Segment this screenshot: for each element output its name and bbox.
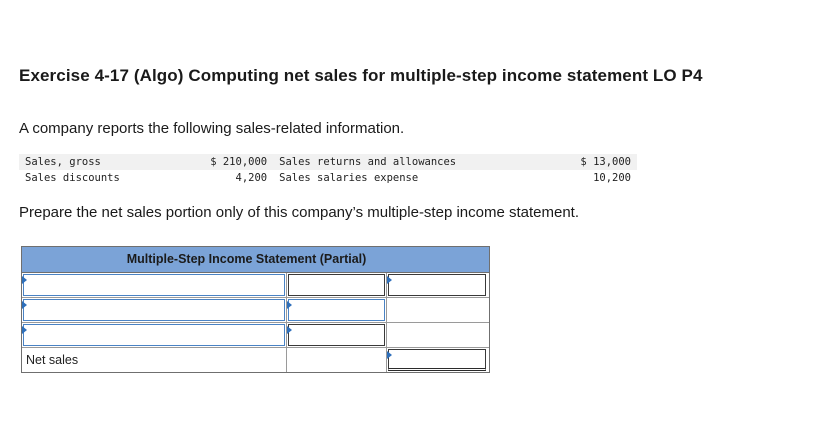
label-cell: [22, 348, 287, 372]
amount-input[interactable]: [288, 274, 385, 296]
label-dropdown[interactable]: [23, 274, 285, 296]
total-cell: [387, 323, 487, 347]
sales-info-table: [19, 154, 637, 186]
info-value: $ 210,000: [173, 154, 273, 170]
statement-header: Multiple-Step Income Statement (Partial): [22, 247, 489, 273]
dropdown-marker-icon: [287, 301, 292, 309]
label-cell: [22, 273, 287, 297]
label-cell: [22, 298, 287, 322]
dropdown-marker-icon: [22, 326, 27, 334]
amount-cell: [287, 273, 387, 297]
dropdown-marker-icon: [22, 276, 27, 284]
info-label: Sales discounts: [25, 172, 120, 184]
amount-cell: [287, 298, 387, 322]
label-cell: [22, 323, 287, 347]
total-cell: [387, 298, 487, 322]
income-statement-table: [21, 246, 490, 373]
label-dropdown[interactable]: [23, 324, 285, 346]
info-label: Sales salaries expense: [279, 172, 419, 184]
net-sales-label: Net sales: [26, 353, 79, 367]
total-cell: [387, 273, 487, 297]
total-input[interactable]: [388, 274, 486, 296]
amount-cell: [287, 323, 387, 347]
info-value: 10,200: [593, 172, 631, 184]
dropdown-marker-icon: [22, 301, 27, 309]
dropdown-marker-icon: [287, 326, 292, 334]
statement-row: [22, 323, 489, 348]
prompt-text: Prepare the net sales portion only of this company’s multiple-step income statement.: [19, 204, 580, 221]
info-value: $ 13,000: [546, 154, 637, 170]
dropdown-marker-icon: [387, 351, 392, 359]
amount-input[interactable]: [288, 324, 385, 346]
label-dropdown[interactable]: [23, 299, 285, 321]
info-value: 4,200: [235, 172, 268, 184]
statement-row: [22, 298, 489, 323]
info-row: [19, 154, 637, 170]
net-sales-input[interactable]: [388, 349, 486, 371]
info-label: Sales, gross: [19, 154, 173, 170]
dropdown-marker-icon: [387, 276, 392, 284]
info-row: [19, 170, 637, 186]
statement-row: [22, 273, 489, 298]
total-cell: [387, 348, 487, 372]
amount-cell: [287, 348, 387, 372]
exercise-title: Exercise 4-17 (Algo) Computing net sales for multiple-step income statement LO P4: [19, 66, 703, 85]
intro-text: A company reports the following sales-related information.: [19, 120, 405, 137]
info-label: Sales returns and allowances: [273, 154, 546, 170]
amount-input[interactable]: [288, 299, 385, 321]
statement-row-net-sales: [22, 348, 489, 372]
